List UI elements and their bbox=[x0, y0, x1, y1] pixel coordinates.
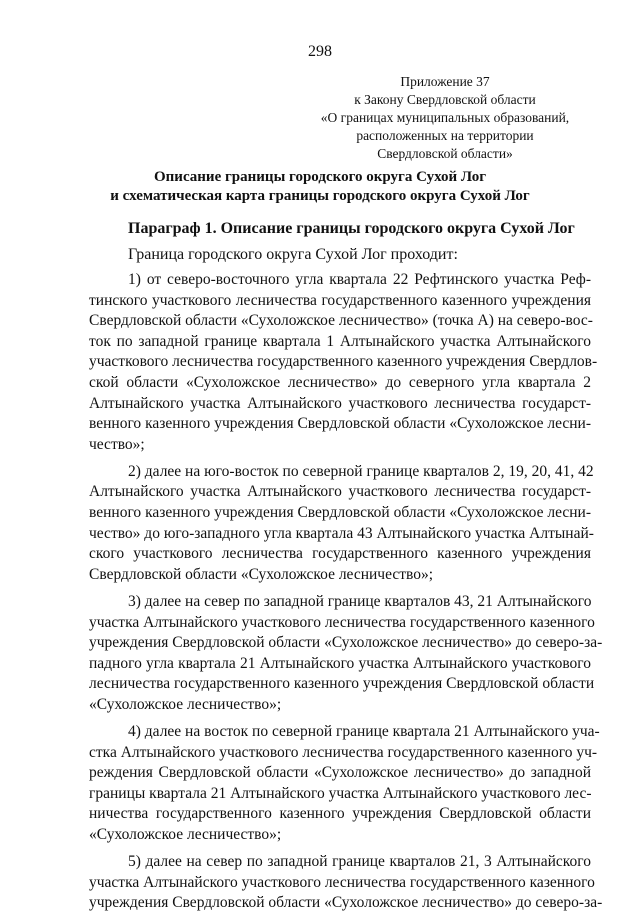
boundary-item-2 bbox=[89, 462, 594, 586]
text-line: учреждения Свердловской области «Сухоложское лесничество» до северо-за- bbox=[89, 894, 603, 912]
boundary-item-3 bbox=[89, 592, 603, 716]
text-line: венного казенного учреждения Свердловской области «Сухоложское лесни- bbox=[89, 415, 591, 433]
text-line: 4) далее на восток по северной границе квартала 21 Алтынайского уча- bbox=[128, 722, 600, 740]
title-line: Описание границы городского округа Сухой Лог bbox=[154, 169, 486, 185]
text-line: Свердловской области «Сухоложское лесничество»; bbox=[89, 565, 434, 583]
text-line: Свердловской области «Сухоложское лесничество» (точка А) на северо-вос- bbox=[89, 312, 593, 330]
boundary-item-4 bbox=[89, 722, 600, 846]
appendix-line: Свердловской области» bbox=[377, 146, 513, 161]
paragraph-heading: Параграф 1. Описание границы городского округа Сухой Лог bbox=[128, 220, 575, 237]
text-line: участкового лесничества государственного казенного учреждения Свердлов- bbox=[89, 353, 598, 371]
text-line: реждения Свердловской области «Сухоложское лесничество» до западной bbox=[89, 764, 591, 782]
text-line: Алтынайского участка Алтынайского участкового лесничества государст- bbox=[89, 483, 591, 501]
text-line: учреждения Свердловской области «Сухоложское лесничество» до северо-за- bbox=[89, 634, 603, 652]
text-line: «Сухоложское лесничество»; bbox=[89, 825, 282, 843]
appendix-line: расположенных на территории bbox=[356, 128, 534, 143]
text-line: лесничества государственного казенного учреждения Свердловской области bbox=[89, 675, 595, 693]
text-line: ского участкового лесничества государственного казенного учреждения bbox=[89, 545, 591, 563]
text-line: ток по западной границе квартала 1 Алтынайского участка Алтынайского bbox=[89, 332, 591, 350]
text-line: Алтынайского участка Алтынайского участкового лесничества государст- bbox=[89, 394, 591, 412]
document-title bbox=[0, 168, 640, 206]
text-line: падного угла квартала 21 Алтынайского участка Алтынайского участкового bbox=[89, 654, 591, 672]
text-line: участка Алтынайского участкового лесничества государственного казенного bbox=[89, 613, 595, 631]
appendix-line: к Закону Свердловской области bbox=[354, 92, 536, 107]
text-line: чество» до юго-западного угла квартала 43 Алтынайского участка Алтынай- bbox=[89, 524, 594, 542]
text-line: 1) от северо-восточного угла квартала 22 Рефтинского участка Реф- bbox=[128, 271, 591, 288]
text-line: чество»; bbox=[89, 435, 145, 453]
appendix-line: Приложение 37 bbox=[400, 74, 490, 89]
text-line: границы квартала 21 Алтынайского участка Алтынайского участкового лес- bbox=[89, 784, 592, 802]
intro-text: Граница городского округа Сухой Лог проходит: bbox=[128, 246, 458, 263]
boundary-item-1 bbox=[89, 270, 598, 455]
text-line: венного казенного учреждения Свердловской области «Сухоложское лесни- bbox=[89, 504, 591, 522]
text-line: тинского участкового лесничества государственного казенного учреждения bbox=[89, 291, 591, 309]
appendix-reference bbox=[300, 73, 590, 163]
boundary-description bbox=[89, 270, 603, 920]
text-line: ничества государственного казенного учреждения Свердловской области bbox=[89, 805, 591, 823]
text-line: «Сухоложское лесничество»; bbox=[89, 695, 282, 713]
text-line: 3) далее на север по западной границе кварталов 43, 21 Алтынайского bbox=[128, 592, 592, 610]
title-line: и схематическая карта границы городского округа Сухой Лог bbox=[110, 188, 530, 204]
text-line: 2) далее на юго-восток по северной границе кварталов 2, 19, 20, 41, 42 bbox=[128, 462, 594, 480]
text-line: 5) далее на север по западной границе кварталов 21, 3 Алтынайского bbox=[128, 853, 591, 871]
text-line: стка Алтынайского участкового лесничества государственного казенного уч- bbox=[89, 743, 598, 761]
text-line: ской области «Сухоложское лесничество» до северного угла квартала 2 bbox=[89, 373, 591, 391]
text-line: участка Алтынайского участкового лесничества государственного казенного bbox=[89, 873, 595, 891]
page-number: 298 bbox=[308, 43, 332, 60]
appendix-line: «О границах муниципальных образований, bbox=[320, 110, 570, 125]
